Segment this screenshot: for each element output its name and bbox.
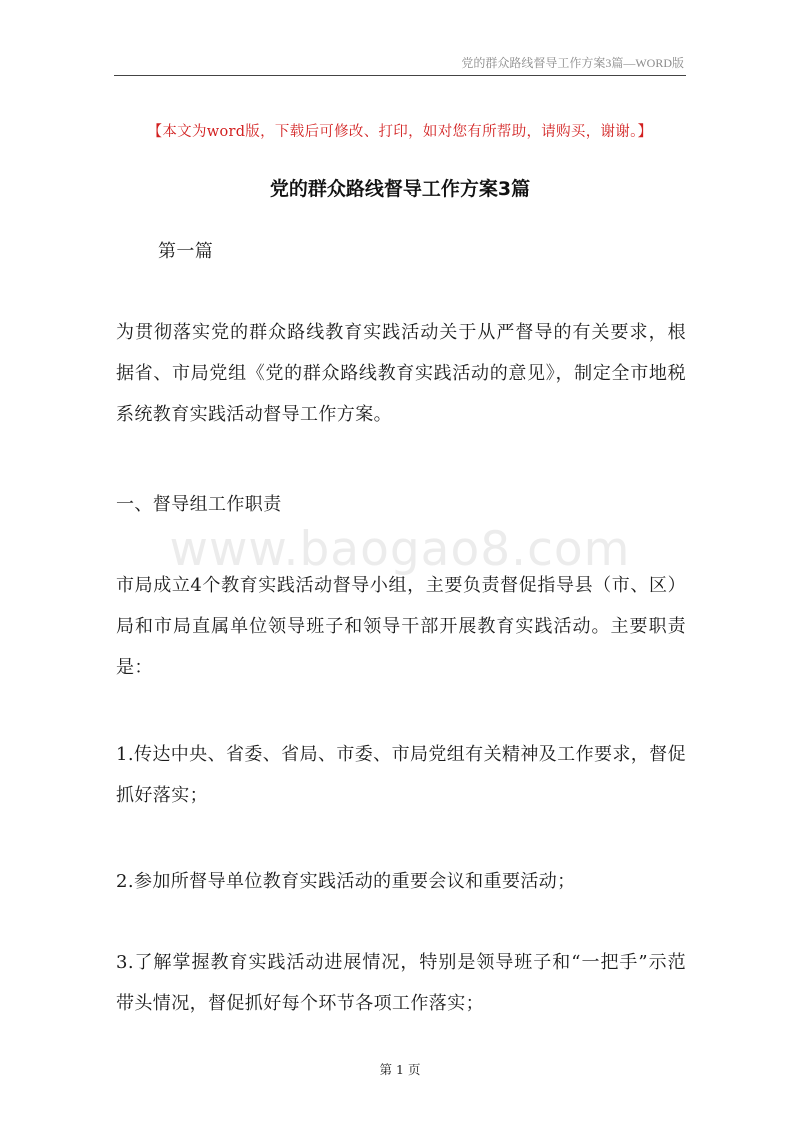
list-item-2: 2.参加所督导单位教育实践活动的重要会议和重要活动； bbox=[116, 871, 576, 892]
heading-duties: 一、督导组工作职责 bbox=[116, 494, 282, 515]
document-title: 党的群众路线督导工作方案3篇 bbox=[269, 178, 531, 200]
paragraph-intro: 为贯彻落实党的群众路线教育实践活动关于从严督导的有关要求，根据省、市局党组《党的群众路线教育实践活动的意见》，制定全市地税系统教育实践活动督导工作方案。 bbox=[116, 322, 686, 425]
section-label: 第一篇 bbox=[158, 241, 214, 262]
watermark: www.baogao8.com bbox=[169, 522, 631, 577]
list-item-3: 3.了解掌握教育实践活动进展情况，特别是领导班子和“一把手”示范带头情况，督促抓好每个环节各项工作落实； bbox=[116, 952, 686, 1014]
paragraph-groups: 市局成立4个教育实践活动督导小组，主要负责督促指导县（市、区）局和市局直属单位领导班子和领导干部开展教育实践活动。主要职责是： bbox=[116, 575, 686, 678]
page-number: 第 1 页 bbox=[379, 1062, 421, 1077]
purchase-notice: 【本文为word版，下载后可修改、打印，如对您有所帮助，请购买，谢谢。】 bbox=[147, 124, 653, 140]
running-header: 党的群众路线督导工作方案3篇—WORD版 bbox=[461, 56, 684, 70]
header-divider bbox=[114, 75, 686, 76]
list-item-1: 1.传达中央、省委、省局、市委、市局党组有关精神及工作要求，督促抓好落实； bbox=[116, 744, 686, 806]
